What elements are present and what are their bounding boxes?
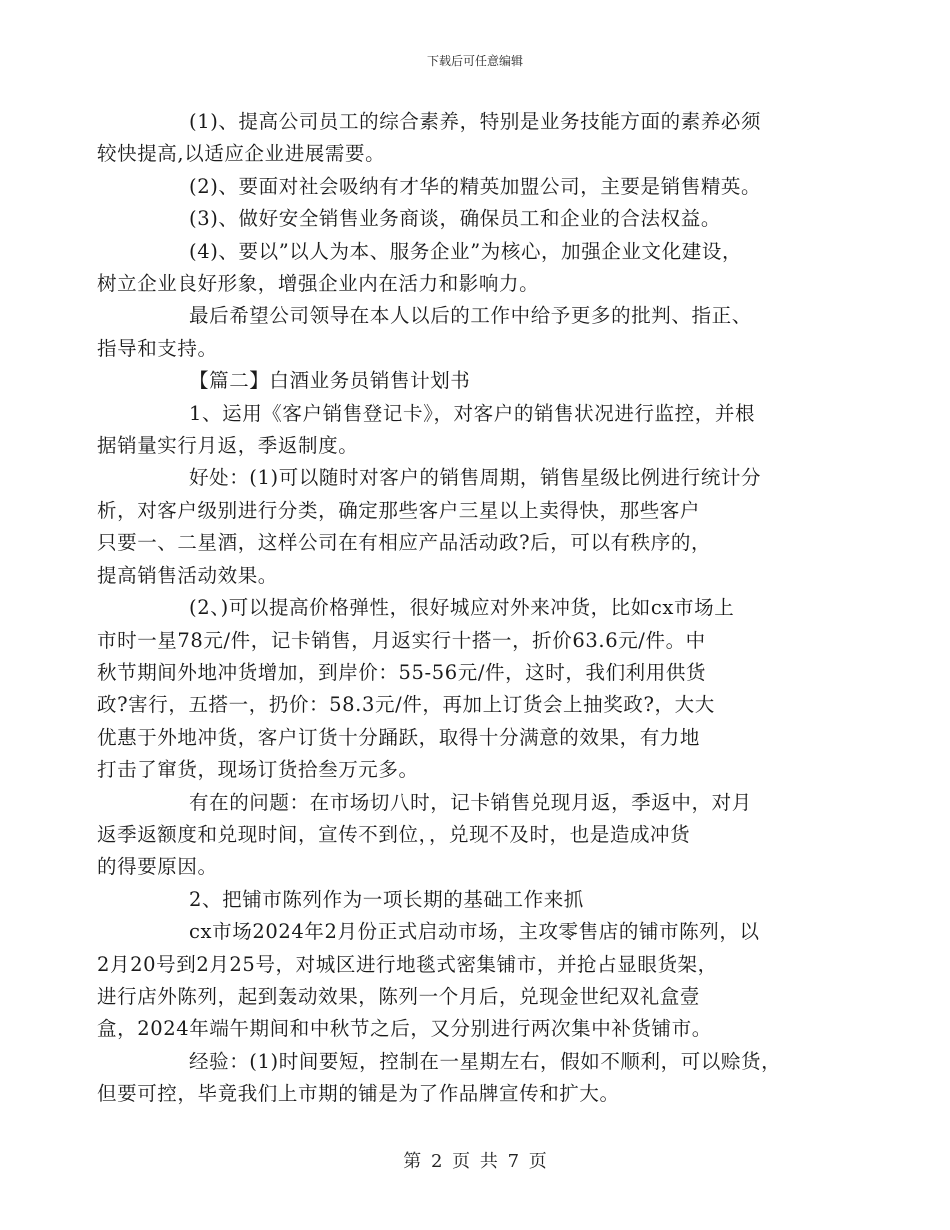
text-line: 较快提高,以适应企业进展需要。 xyxy=(97,142,386,166)
text-line: (4)、要以”以人为本、服务企业”为核心，加强企业文化建设， xyxy=(189,239,743,263)
document-body xyxy=(97,106,821,1111)
text-line: 2、把铺市陈列作为一项长期的基础工作来抓 xyxy=(189,887,584,911)
paragraph xyxy=(143,171,821,203)
text-line: 最后希望公司领导在本人以后的工作中给予更多的批判、指正、 xyxy=(189,304,752,328)
text-line: 进行店外陈列，起到轰动效果，陈列一个月后，兑现金世纪双礼盒壹 xyxy=(97,984,701,1008)
text-line: 析，对客户级别进行分类，确定那些客户三星以上卖得快，那些客户 xyxy=(97,498,701,522)
paragraph xyxy=(143,884,821,916)
text-line: (3)、做好安全销售业务商谈，确保员工和企业的合法权益。 xyxy=(189,207,721,231)
text-line: 1、运用《客户销售登记卡》，对客户的销售状况进行监控，并根 xyxy=(189,401,756,425)
text-line: 政?害行，五搭一，扔价：58.3元/件，再加上订货会上抽奖政?，大大 xyxy=(97,693,715,717)
paragraph xyxy=(97,787,821,884)
text-line: cx市场2024年2月份正式启动市场，主攻零售店的铺市陈列，以 xyxy=(189,920,760,944)
paragraph xyxy=(97,106,821,171)
paragraph xyxy=(97,398,821,463)
text-line: 树立企业良好形象，增强企业内在活力和影响力。 xyxy=(97,272,540,296)
text-line: 好处：(1)可以随时对客户的销售周期，销售星级比例进行统计分 xyxy=(189,466,762,490)
paragraph xyxy=(97,916,821,1046)
text-line: 的得要原因。 xyxy=(97,855,218,879)
page-header: 下载后可任意编辑 xyxy=(426,54,523,68)
text-line: 打击了窜货，现场订货拾叁万元多。 xyxy=(97,758,419,782)
paragraph xyxy=(143,203,821,235)
text-line: 市时一星78元/件，记卡销售，月返实行十搭一，折价63.6元/件。中 xyxy=(97,628,706,652)
text-line: 经验：(1)时间要短，控制在一星期左右，假如不顺利，可以赊货， xyxy=(189,1049,782,1073)
paragraph xyxy=(97,236,821,301)
text-line: 【篇二】白酒业务员销售计划书 xyxy=(189,369,471,393)
text-line: 只要一、二星酒，这样公司在有相应产品活动政?后，可以有秩序的， xyxy=(97,531,712,555)
text-line: 2月20号到2月25号，对城区进行地毯式密集铺市，并抢占显眼货架， xyxy=(97,952,718,976)
text-line: 但要可控，毕竟我们上市期的铺是为了作品牌宣传和扩大。 xyxy=(97,1082,620,1106)
text-line: 据销量实行月返，季返制度。 xyxy=(97,434,359,458)
text-line: (2、)可以提高价格弹性，很好城应对外来冲货，比如cx市场上 xyxy=(189,596,735,620)
text-line: 秋节期间外地冲货增加，到岸价：55-56元/件，这时，我们利用供货 xyxy=(97,660,707,684)
paragraph xyxy=(97,462,821,592)
text-line: 指导和支持。 xyxy=(97,336,218,360)
paragraph xyxy=(97,592,821,786)
text-line: 提高销售活动效果。 xyxy=(97,563,278,587)
text-line: 返季返额度和兑现时间，宣传不到位，，兑现不及时，也是造成冲货 xyxy=(97,822,691,846)
text-line: (1)、提高公司员工的综合素养，特别是业务技能方面的素养必须 xyxy=(189,110,762,133)
text-line: 盒，2024年端午期间和中秋节之后，又分别进行两次集中补货铺市。 xyxy=(97,1017,712,1041)
paragraph xyxy=(97,1046,821,1111)
page-footer: 第 2 页 共 7 页 xyxy=(403,1151,547,1172)
text-line: 优惠于外地冲货，客户订货十分踊跃，取得十分满意的效果，有力地 xyxy=(97,725,701,749)
paragraph xyxy=(143,365,821,397)
paragraph xyxy=(97,300,821,365)
text-line: (2)、要面对社会吸纳有才华的精英加盟公司，主要是销售精英。 xyxy=(189,174,762,198)
text-line: 有在的问题：在市场切八时，记卡销售兑现月返，季返中，对月 xyxy=(189,790,752,814)
